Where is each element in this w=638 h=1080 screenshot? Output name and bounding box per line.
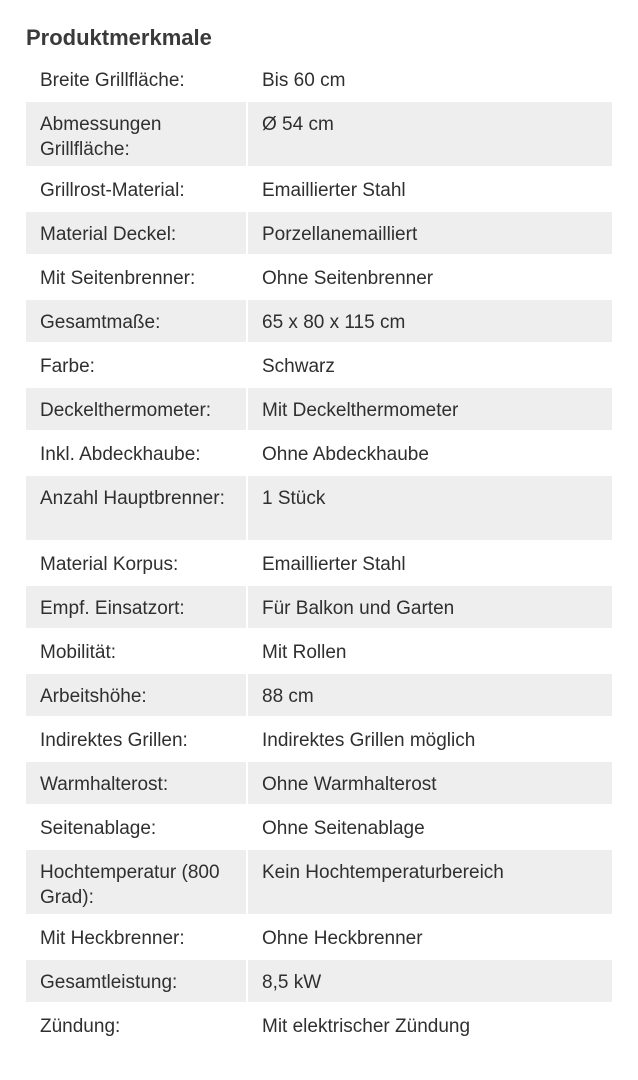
- table-row: [26, 168, 612, 210]
- row-value: Ohne Abdeckhaube: [262, 444, 429, 465]
- row-label: Arbeitshöhe:: [26, 674, 246, 716]
- row-value: Ohne Seitenablage: [262, 818, 425, 839]
- row-value: Mit Rollen: [262, 642, 347, 663]
- row-label: Mit Heckbrenner:: [40, 928, 185, 949]
- row-label: Farbe:: [40, 356, 95, 377]
- table-row: [26, 388, 612, 430]
- row-label: Warmhalterost:: [26, 762, 246, 804]
- table-row: [26, 850, 612, 914]
- section-title: Produktmerkmale: [26, 25, 212, 50]
- row-value: Ohne Warmhalterost: [248, 762, 612, 804]
- row-label: Deckelthermometer:: [26, 388, 246, 430]
- features-table: [26, 58, 612, 1046]
- row-label: Mobilität:: [40, 642, 117, 663]
- row-label: Gesamtleistung:: [26, 960, 246, 1002]
- row-label: Zündung:: [40, 1016, 121, 1037]
- row-label: Breite Grillfläche:: [40, 70, 185, 91]
- table-row: [26, 58, 612, 100]
- row-value: Für Balkon und Garten: [248, 586, 612, 628]
- table-row: [26, 432, 612, 474]
- table-row: [26, 542, 612, 584]
- row-value: Kein Hochtemperaturbereich: [248, 850, 612, 914]
- row-label: Grillrost-Material:: [40, 180, 185, 201]
- row-value: Emaillierter Stahl: [262, 180, 406, 201]
- table-row: [26, 300, 612, 342]
- row-value: Schwarz: [262, 356, 335, 377]
- row-label: Material Korpus:: [40, 554, 179, 575]
- row-value: 1 Stück: [248, 476, 612, 540]
- row-label: Hochtemperatur (800 Grad):: [26, 850, 246, 914]
- table-row: [26, 916, 612, 958]
- row-value: Ohne Seitenbrenner: [262, 268, 434, 289]
- row-value: 8,5 kW: [248, 960, 612, 1002]
- table-row: [26, 674, 612, 716]
- table-row: [26, 806, 612, 848]
- row-value: Ohne Heckbrenner: [262, 928, 423, 949]
- row-label: Material Deckel:: [26, 212, 246, 254]
- table-row: [26, 476, 612, 540]
- table-row: [26, 630, 612, 672]
- table-row: [26, 718, 612, 760]
- row-label: Anzahl Hauptbrenner:: [26, 476, 246, 540]
- table-row: [26, 586, 612, 628]
- row-value: Indirektes Grillen möglich: [262, 730, 476, 751]
- table-row: [26, 762, 612, 804]
- row-label: Abmessungen Grillfläche:: [26, 102, 246, 166]
- table-row: [26, 212, 612, 254]
- row-value: Emaillierter Stahl: [262, 554, 406, 575]
- table-row: [26, 344, 612, 386]
- table-row: [26, 1004, 612, 1046]
- table-row: [26, 256, 612, 298]
- row-label: Mit Seitenbrenner:: [40, 268, 196, 289]
- row-label: Inkl. Abdeckhaube:: [40, 444, 201, 465]
- row-label: Gesamtmaße:: [26, 300, 246, 342]
- table-row: [26, 960, 612, 1002]
- row-value: Porzellanemailliert: [248, 212, 612, 254]
- table-row: [26, 102, 612, 166]
- row-value: 65 x 80 x 115 cm: [248, 300, 612, 342]
- row-value: Ø 54 cm: [248, 102, 612, 166]
- row-label: Seitenablage:: [40, 818, 157, 839]
- row-value: Mit elektrischer Zündung: [262, 1016, 471, 1037]
- row-value: 88 cm: [248, 674, 612, 716]
- row-value: Bis 60 cm: [262, 70, 346, 91]
- row-value: Mit Deckelthermometer: [248, 388, 612, 430]
- row-label: Indirektes Grillen:: [40, 730, 188, 751]
- row-label: Empf. Einsatzort:: [26, 586, 246, 628]
